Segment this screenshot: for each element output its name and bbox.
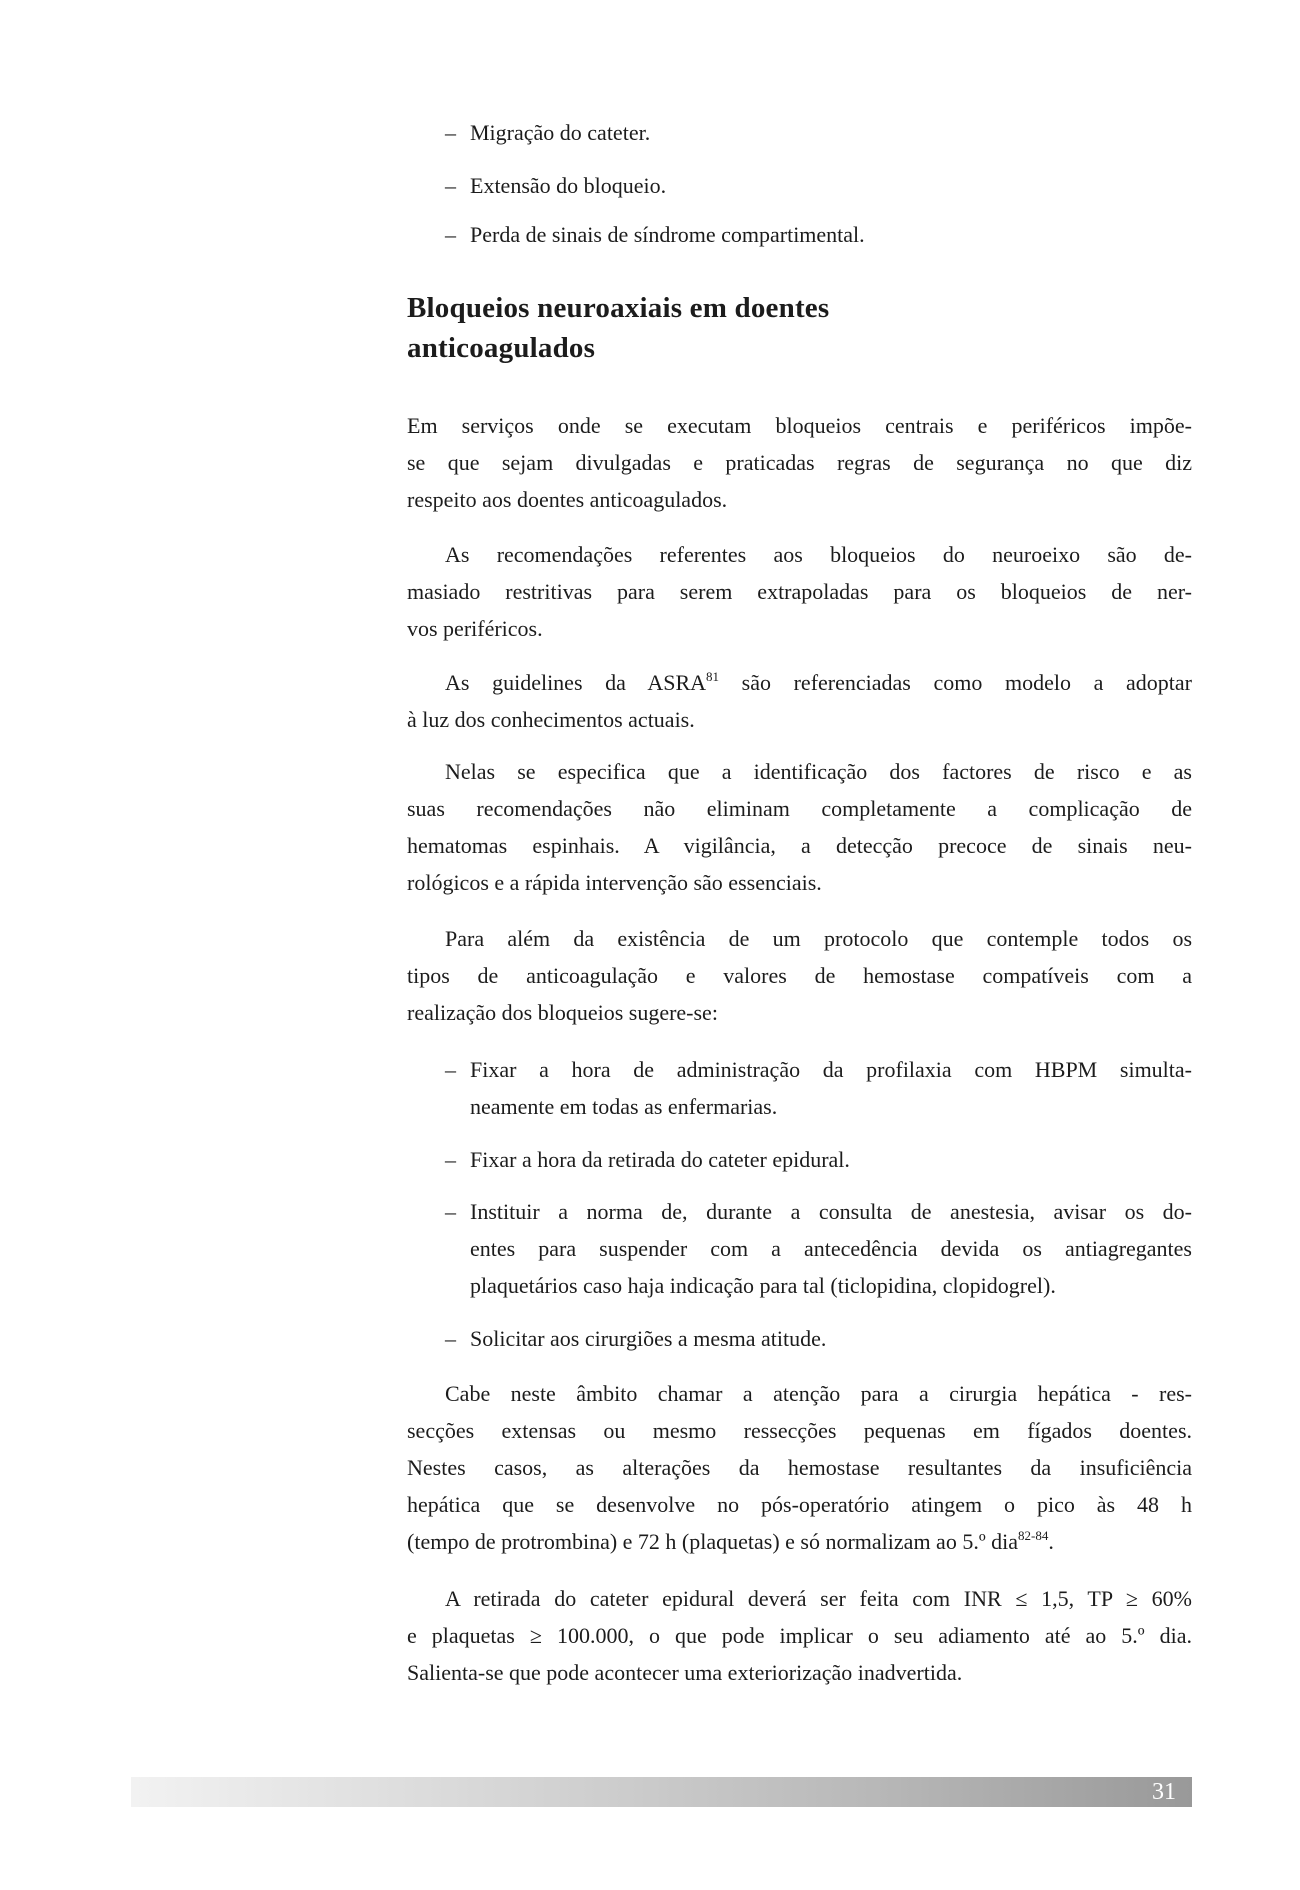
text-line: à luz dos conhecimentos actuais. bbox=[407, 707, 695, 732]
text-line: hepática que se desenvolve no pós-operatório atingem o pico às 48 h bbox=[407, 1492, 1192, 1517]
text-line bbox=[407, 664, 1192, 701]
text-line: Nelas se especifica que a identificação dos factores de risco e as bbox=[445, 759, 1192, 784]
text-line: Nestes casos, as alterações da hemostase resultantes da insuficiência bbox=[407, 1455, 1192, 1480]
text-line: rológicos e a rápida intervenção são essenciais. bbox=[407, 870, 822, 895]
list-item-text: Perda de sinais de síndrome compartimental. bbox=[470, 222, 865, 247]
text-line: Para além da existência de um protocolo que contemple todos os bbox=[445, 926, 1192, 951]
text-segment: são referenciadas como modelo a adoptar bbox=[719, 670, 1192, 695]
text-line: realização dos bloqueios sugere-se: bbox=[407, 1000, 718, 1025]
list-item-text: entes para suspender com a antecedência devida os antiagregantes bbox=[470, 1236, 1192, 1261]
paragraph bbox=[407, 920, 1192, 1031]
text-segment: (tempo de protrombina) e 72 h (plaquetas) e só normalizam ao 5.º dia bbox=[407, 1529, 1019, 1554]
list-item-text: Instituir a norma de, durante a consulta de anestesia, avisar os do- bbox=[470, 1199, 1192, 1224]
dash-bullet-icon: – bbox=[445, 1057, 456, 1082]
dash-bullet-icon: – bbox=[445, 1326, 456, 1351]
paragraph bbox=[407, 1375, 1192, 1560]
paragraph bbox=[407, 1580, 1192, 1691]
section-heading bbox=[407, 288, 829, 368]
text-line: hematomas espinhais. A vigilância, a detecção precoce de sinais neu- bbox=[407, 833, 1192, 858]
dash-bullet-icon: – bbox=[445, 120, 456, 145]
page-number: 31 bbox=[1152, 1779, 1176, 1805]
paragraph bbox=[407, 407, 1192, 518]
list-item-text: Extensão do bloqueio. bbox=[470, 173, 667, 198]
text-segment: As guidelines da ASRA bbox=[445, 670, 707, 695]
text-line: se que sejam divulgadas e praticadas regras de segurança no que diz bbox=[407, 450, 1192, 475]
text-line: masiado restritivas para serem extrapoladas para os bloqueios de ner- bbox=[407, 579, 1192, 604]
text-line: e plaquetas ≥ 100.000, o que pode implicar o seu adiamento até ao 5.º dia. bbox=[407, 1623, 1192, 1648]
dash-bullet-icon: – bbox=[445, 1199, 456, 1224]
dash-bullet-icon: – bbox=[445, 173, 456, 198]
text-line: Salienta-se que pode acontecer uma exteriorização inadvertida. bbox=[407, 1660, 963, 1685]
text-line: A retirada do cateter epidural deverá ser feita com INR ≤ 1,5, TP ≥ 60% bbox=[445, 1586, 1192, 1611]
citation-ref: 82-84 bbox=[1018, 1528, 1049, 1543]
text-line: Cabe neste âmbito chamar a atenção para a cirurgia hepática - res- bbox=[445, 1381, 1192, 1406]
text-line: secções extensas ou mesmo ressecções pequenas em fígados doentes. bbox=[407, 1418, 1192, 1443]
dash-bullet-icon: – bbox=[445, 222, 456, 247]
text-line: Em serviços onde se executam bloqueios centrais e periféricos impõe- bbox=[407, 413, 1192, 438]
dash-bullet-icon: – bbox=[445, 1147, 456, 1172]
text-line bbox=[407, 1523, 1192, 1560]
section-heading-line: Bloqueios neuroaxiais em doentes bbox=[407, 292, 830, 324]
text-line: tipos de anticoagulação e valores de hemostase compatíveis com a bbox=[407, 963, 1192, 988]
list-item-text: neamente em todas as enfermarias. bbox=[470, 1094, 778, 1119]
citation-ref: 81 bbox=[706, 669, 720, 684]
text-line: suas recomendações não eliminam completamente a complicação de bbox=[407, 796, 1192, 821]
text-line: vos periféricos. bbox=[407, 616, 543, 641]
list-item-text: plaquetários caso haja indicação para tal (ticlopidina, clopidogrel). bbox=[470, 1273, 1056, 1298]
list-item-text: Fixar a hora de administração da profilaxia com HBPM simulta- bbox=[470, 1057, 1192, 1082]
list-item-text: Fixar a hora da retirada do cateter epidural. bbox=[470, 1147, 850, 1172]
list-item-text: Solicitar aos cirurgiões a mesma atitude. bbox=[470, 1326, 827, 1351]
list-item-text: Migração do cateter. bbox=[470, 120, 651, 145]
paragraph bbox=[407, 664, 1192, 738]
footer-bar bbox=[131, 1777, 1192, 1807]
text-line: As recomendações referentes aos bloqueios do neuroeixo são de- bbox=[445, 542, 1192, 567]
section-heading-line: anticoagulados bbox=[407, 332, 596, 364]
text-line: respeito aos doentes anticoagulados. bbox=[407, 487, 728, 512]
paragraph bbox=[407, 753, 1192, 901]
paragraph bbox=[407, 536, 1192, 647]
text-segment: . bbox=[1048, 1529, 1054, 1554]
